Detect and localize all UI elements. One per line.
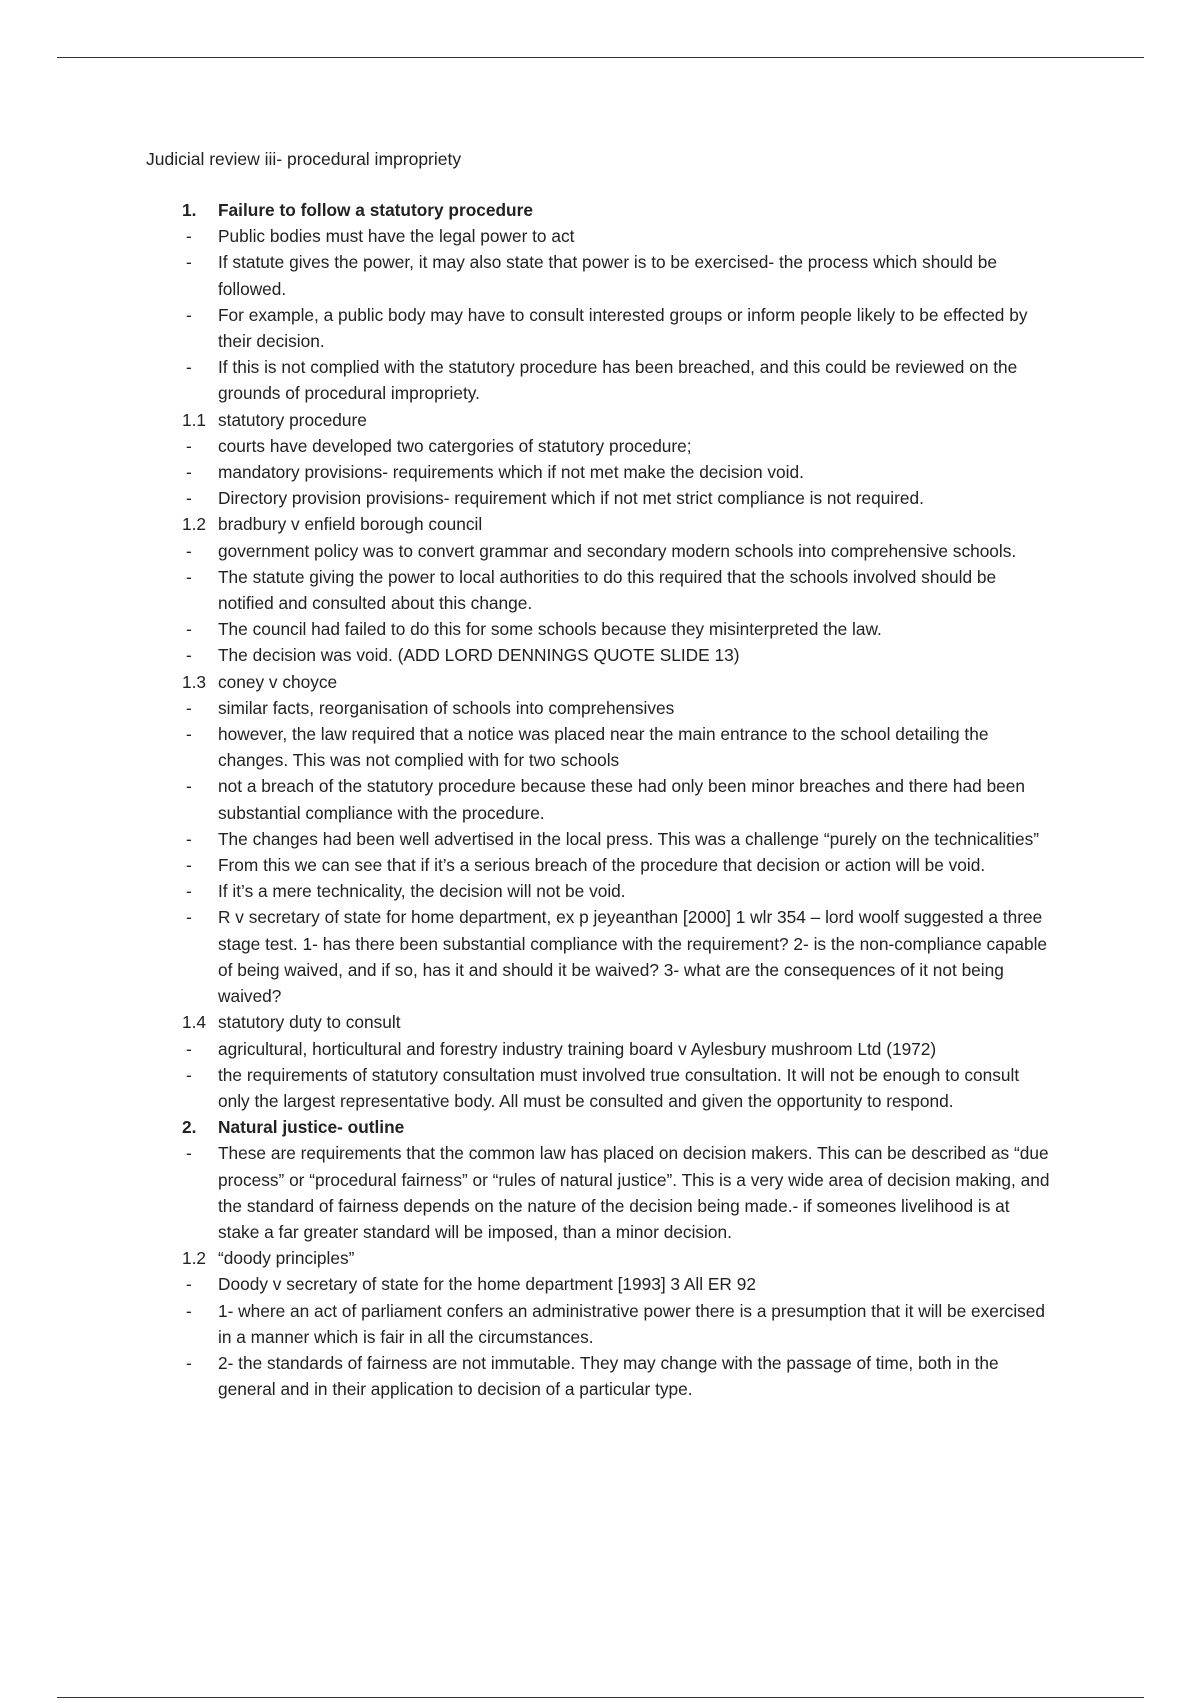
list-item-text: If this is not complied with the statutory procedure has been breached, and this could be reviewed on the grounds of procedural impropriety. — [218, 357, 1018, 404]
section-number: 1.4 — [182, 1012, 207, 1033]
list-item — [182, 616, 1052, 642]
list-item-text: similar facts, reorganisation of schools into comprehensives — [218, 697, 675, 718]
bullet-marker: - — [186, 1143, 192, 1164]
bullet-marker: - — [186, 1038, 192, 1059]
list-item — [182, 1350, 1052, 1402]
list-item — [182, 249, 1052, 301]
bullet-marker: - — [186, 435, 192, 456]
bullet-marker: - — [186, 1300, 192, 1321]
section-number: 1.1 — [182, 409, 207, 430]
section-number: 2. — [182, 1117, 197, 1138]
list-item-text: R v secretary of state for home department, ex p jeyeanthan [2000] 1 wlr 354 – lord woolf suggested a three stage test. 1- has there been substantial compliance with the requirement? 2- is the non-compliance capable of being waived, and if so, has it and should it be waived? 3- what are the consequences of it not being waived? — [218, 907, 1048, 1007]
list-item-text: From this we can see that if it’s a serious breach of the procedure that decision or action will be void. — [218, 855, 986, 876]
list-item-text: statutory duty to consult — [218, 1012, 401, 1033]
list-item — [182, 1298, 1052, 1350]
list-item — [182, 459, 1052, 485]
header-rule — [57, 57, 1144, 58]
list-item — [182, 538, 1052, 564]
list-item — [182, 1271, 1052, 1297]
list-item-text: bradbury v enfield borough council — [218, 514, 483, 535]
list-item-text: Natural justice- outline — [218, 1117, 405, 1138]
list-item — [182, 904, 1052, 1009]
bullet-marker: - — [186, 566, 192, 587]
list-item-text: If it’s a mere technicality, the decision will not be void. — [218, 881, 626, 902]
list-item-text: 1- where an act of parliament confers an administrative power there is a presumption that it will be exercised in a manner which is fair in all the circumstances. — [218, 1300, 1046, 1347]
subsection-heading — [182, 407, 1052, 433]
section-number: 1.2 — [182, 1248, 207, 1269]
section-heading — [182, 197, 1052, 223]
bullet-marker: - — [186, 776, 192, 797]
list-item — [182, 564, 1052, 616]
list-item-text: If statute gives the power, it may also state that power is to be exercised- the process which should be followed. — [218, 252, 998, 299]
list-item — [182, 354, 1052, 406]
list-item-text: The decision was void. (ADD LORD DENNINGS QUOTE SLIDE 13) — [218, 645, 740, 666]
bullet-marker: - — [186, 488, 192, 509]
list-item-text: The council had failed to do this for some schools because they misinterpreted the law. — [218, 619, 882, 640]
list-item-text: The changes had been well advertised in the local press. This was a challenge “purely on the technicalities” — [218, 828, 1040, 849]
section-number: 1.2 — [182, 514, 207, 535]
list-item-text: Failure to follow a statutory procedure — [218, 200, 533, 220]
list-item-text: Directory provision provisions- requirement which if not met strict compliance is not required. — [218, 488, 924, 509]
bullet-marker: - — [186, 724, 192, 745]
bullet-marker: - — [186, 619, 192, 640]
list-item-text: “doody principles” — [218, 1248, 355, 1269]
list-item — [182, 485, 1052, 511]
subsection-heading — [182, 1245, 1052, 1271]
document-title: Judicial review iii- procedural impropriety — [146, 149, 462, 169]
list-item-text: For example, a public body may have to consult interested groups or inform people likely to be effected by their decision. — [218, 304, 1028, 352]
subsection-heading — [182, 511, 1052, 537]
section-number: 1.3 — [182, 671, 207, 692]
bullet-marker: - — [186, 1274, 192, 1295]
list-item-text: the requirements of statutory consultation must involved true consultation. It will not be enough to consult only the largest representative body. All must be consulted and given the opportunity to respond. — [218, 1064, 1020, 1111]
list-item — [182, 695, 1052, 721]
list-item — [182, 1036, 1052, 1062]
bullet-marker: - — [186, 907, 192, 928]
list-item-text: agricultural, horticultural and forestry industry training board v Aylesbury mushroom Ltd (1972) — [218, 1038, 937, 1059]
list-item-text: not a breach of the statutory procedure because these had only been minor breaches and there had been substantial compliance with the procedure. — [218, 776, 1026, 823]
list-item-text: Doody v secretary of state for the home department [1993] 3 All ER 92 — [218, 1274, 756, 1295]
bullet-marker: - — [186, 645, 192, 666]
bullet-marker: - — [186, 304, 192, 325]
list-item-text: courts have developed two catergories of statutory procedure; — [218, 435, 692, 456]
list-item — [182, 223, 1052, 249]
list-item — [182, 826, 1052, 852]
list-item — [182, 878, 1052, 904]
list-item — [182, 302, 1052, 354]
bullet-marker: - — [186, 252, 192, 273]
list-item-text: statutory procedure — [218, 409, 367, 430]
subsection-heading — [182, 1009, 1052, 1035]
list-item — [182, 852, 1052, 878]
list-item-text: however, the law required that a notice was placed near the main entrance to the school detailing the changes. This was not complied with for two schools — [218, 724, 989, 771]
list-item — [182, 433, 1052, 459]
subsection-heading — [182, 669, 1052, 695]
list-item-text: Public bodies must have the legal power to act — [218, 226, 575, 247]
bullet-marker: - — [186, 1352, 192, 1373]
list-item-text: coney v choyce — [218, 671, 338, 692]
list-item — [182, 773, 1052, 825]
list-item-text: 2- the standards of fairness are not immutable. They may change with the passage of time, both in the general and in their application to decision of a particular type. — [218, 1352, 999, 1400]
bullet-marker: - — [186, 357, 192, 378]
bullet-marker: - — [186, 828, 192, 849]
document-body — [182, 197, 1052, 1402]
list-item — [182, 1140, 1052, 1245]
list-item — [182, 1062, 1052, 1114]
bullet-marker: - — [186, 697, 192, 718]
list-item — [182, 642, 1052, 668]
section-number: 1. — [182, 200, 197, 220]
list-item-text: These are requirements that the common law has placed on decision makers. This can be described as “due process” or “procedural fairness” or “rules of natural justice”. This is a very wide area of decision making, and the standard of fairness depends on the nature of the decision being made.- if someones livelihood is at stake a far greater standard will be imposed, than a minor decision. — [218, 1143, 1050, 1242]
list-item — [182, 721, 1052, 773]
section-heading — [182, 1114, 1052, 1140]
bullet-marker: - — [186, 1064, 192, 1085]
list-item-text: The statute giving the power to local authorities to do this required that the schools involved should be notified and consulted about this change. — [218, 566, 997, 614]
footer-rule — [57, 1697, 1144, 1698]
bullet-marker: - — [186, 462, 192, 483]
bullet-marker: - — [186, 855, 192, 876]
list-item-text: government policy was to convert grammar and secondary modern schools into comprehensive schools. — [218, 540, 1017, 561]
bullet-marker: - — [186, 226, 192, 247]
list-item-text: mandatory provisions- requirements which if not met make the decision void. — [218, 462, 804, 483]
bullet-marker: - — [186, 881, 192, 902]
bullet-marker: - — [186, 540, 192, 561]
